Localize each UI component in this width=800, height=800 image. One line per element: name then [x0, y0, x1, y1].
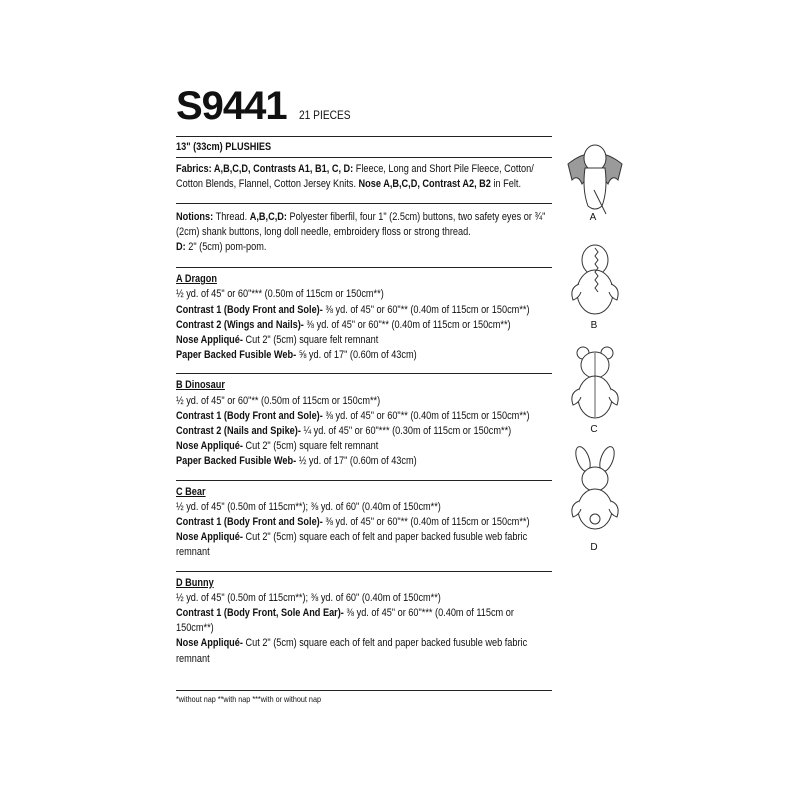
dinosaur-body-shape: [577, 270, 613, 314]
notions-abcd-text: Polyester fiberfil, four 1" (2.5cm) buttons, two safety eyes or ¾" (2cm) shank buttons, long doll needle, embroidery floss or strong thread.: [176, 210, 546, 238]
notions-d-label: D:: [176, 241, 186, 254]
section-title: B Dinosaur: [176, 379, 225, 392]
nose-applique-line: [176, 439, 552, 454]
header: [176, 86, 552, 134]
contrast-2-line: [176, 318, 552, 333]
contrast-2-label: Contrast 2 (Nails and Spike)-: [176, 425, 301, 438]
nose-fabric-label: Nose A,B,C,D, Contrast A2, B2: [358, 178, 491, 191]
dragon-body-shape: [584, 168, 606, 209]
footnote-row: [176, 690, 552, 705]
view-label-b: B: [590, 320, 598, 331]
contrast-2-label: Contrast 2 (Wings and Nails)-: [176, 318, 304, 331]
notions-abcd-label: A,B,C,D:: [249, 210, 287, 223]
fabrics-label: Fabrics: A,B,C,D, Contrasts A1, B1, C, D:: [176, 163, 354, 176]
contrast-1-label: Contrast 1 (Body Front and Sole)-: [176, 409, 323, 422]
nose-applique-text: Cut 2" (5cm) square each of felt and paper backed fusuble web fabric remnant: [176, 531, 528, 559]
nose-applique-text: Cut 2" (5cm) square felt remnant: [242, 440, 379, 453]
yardage-line: ½ yd. of 45" (0.50m of 115cm**); ⅜ yd. of 60" (0.40m of 150cm**): [176, 591, 441, 604]
nose-applique-line: [176, 333, 552, 348]
fusible-web-label: Paper Backed Fusible Web-: [176, 455, 297, 468]
section-b-dinosaur: [176, 374, 552, 477]
piece-count: 21 PIECES: [298, 108, 351, 122]
section-d-bunny: [176, 572, 552, 675]
contrast-1-line: [176, 515, 552, 530]
yardage-line: ½ yd. of 45" or 60"*** (0.50m of 115cm or 150cm**): [176, 288, 384, 301]
fabrics-block: [176, 158, 552, 200]
notions-text: Thread.: [213, 210, 250, 223]
notions-d-text: 2" (5cm) pom-pom.: [185, 241, 267, 254]
nose-applique-text: Cut 2" (5cm) square felt remnant: [242, 334, 379, 347]
section-c-bear: [176, 481, 552, 569]
fusible-web-text: ⅝ yd. of 17" (0.60m of 43cm): [296, 349, 417, 362]
fusible-web-line: [176, 454, 552, 469]
nose-applique-line: [176, 636, 552, 666]
dragon-back-illustration: [560, 140, 630, 220]
view-label-a: A: [589, 212, 597, 223]
nose-fabric-text: in Felt.: [490, 178, 522, 191]
section-title: D Bunny: [176, 576, 214, 589]
view-label-d: D: [590, 542, 598, 553]
bunny-pompom-tail: [590, 514, 600, 524]
contrast-1-label: Contrast 1 (Body Front and Sole)-: [176, 516, 323, 529]
nose-applique-label: Nose Appliqué-: [176, 440, 243, 453]
contrast-1-text: ⅜ yd. of 45" or 60"** (0.40m of 115cm or 150cm**): [322, 409, 530, 422]
fabrics-text: Fleece, Long and Short Pile Fleece, Cotton/ Cotton Blends, Flannel, Cotton Jersey Knits.: [176, 163, 534, 191]
product-subtitle: 13" (33cm) PLUSHIES: [176, 141, 272, 153]
nap-footnote: *without nap **with nap ***with or without nap: [176, 694, 321, 704]
dinosaur-illustration: [563, 240, 627, 320]
contrast-1-text: ⅜ yd. of 45" or 60"** (0.40m of 115cm or 150cm**): [322, 516, 530, 529]
contrast-1-text: ⅜ yd. of 45" or 60"*** (0.40m of 115cm or 150cm**): [176, 607, 514, 635]
bunny-head-shape: [582, 467, 608, 491]
contrast-1-line: [176, 303, 552, 318]
fusible-web-label: Paper Backed Fusible Web-: [176, 349, 297, 362]
contrast-1-text: ⅜ yd. of 45" or 60"** (0.40m of 115cm or 150cm**): [322, 303, 530, 316]
contrast-1-line: [176, 606, 552, 636]
nose-applique-label: Nose Appliqué-: [176, 637, 243, 650]
section-a-dragon: [176, 268, 552, 371]
yardage-line: ½ yd. of 45" (0.50m of 115cm**); ⅜ yd. of 60" (0.40m of 150cm**): [176, 500, 441, 513]
nose-applique-line: [176, 530, 552, 560]
view-label-c: C: [590, 424, 598, 435]
yardage-line: ½ yd. of 45" or 60"** (0.50m of 115cm or 150cm**): [176, 394, 381, 407]
notions-label: Notions:: [176, 210, 214, 223]
contrast-2-text: ⅜ yd. of 45" or 60"** (0.40m of 115cm or 150cm**): [303, 318, 511, 331]
pattern-number: S9441: [176, 84, 287, 128]
section-title: A Dragon: [176, 273, 217, 286]
contrast-2-text: ¼ yd. of 45" or 60"*** (0.30m of 115cm or 150cm**): [300, 425, 512, 438]
nose-applique-label: Nose Appliqué-: [176, 334, 243, 347]
section-title: C Bear: [176, 485, 206, 498]
contrast-1-label: Contrast 1 (Body Front and Sole)-: [176, 303, 323, 316]
bunny-back-illustration: [563, 445, 627, 535]
contrast-2-line: [176, 424, 552, 439]
dragon-head-shape: [584, 145, 606, 171]
nose-applique-label: Nose Appliqué-: [176, 531, 243, 544]
contrast-1-line: [176, 409, 552, 424]
fusible-web-line: [176, 348, 552, 363]
notions-block: [176, 204, 552, 264]
contrast-1-label: Contrast 1 (Body Front, Sole And Ear)-: [176, 607, 344, 620]
fusible-web-text: ½ yd. of 17" (0.60m of 43cm): [296, 455, 417, 468]
nose-applique-text: Cut 2" (5cm) square each of felt and paper backed fusuble web fabric remnant: [176, 637, 528, 665]
requirements-sheet: [176, 86, 552, 675]
bear-back-illustration: [563, 343, 627, 423]
